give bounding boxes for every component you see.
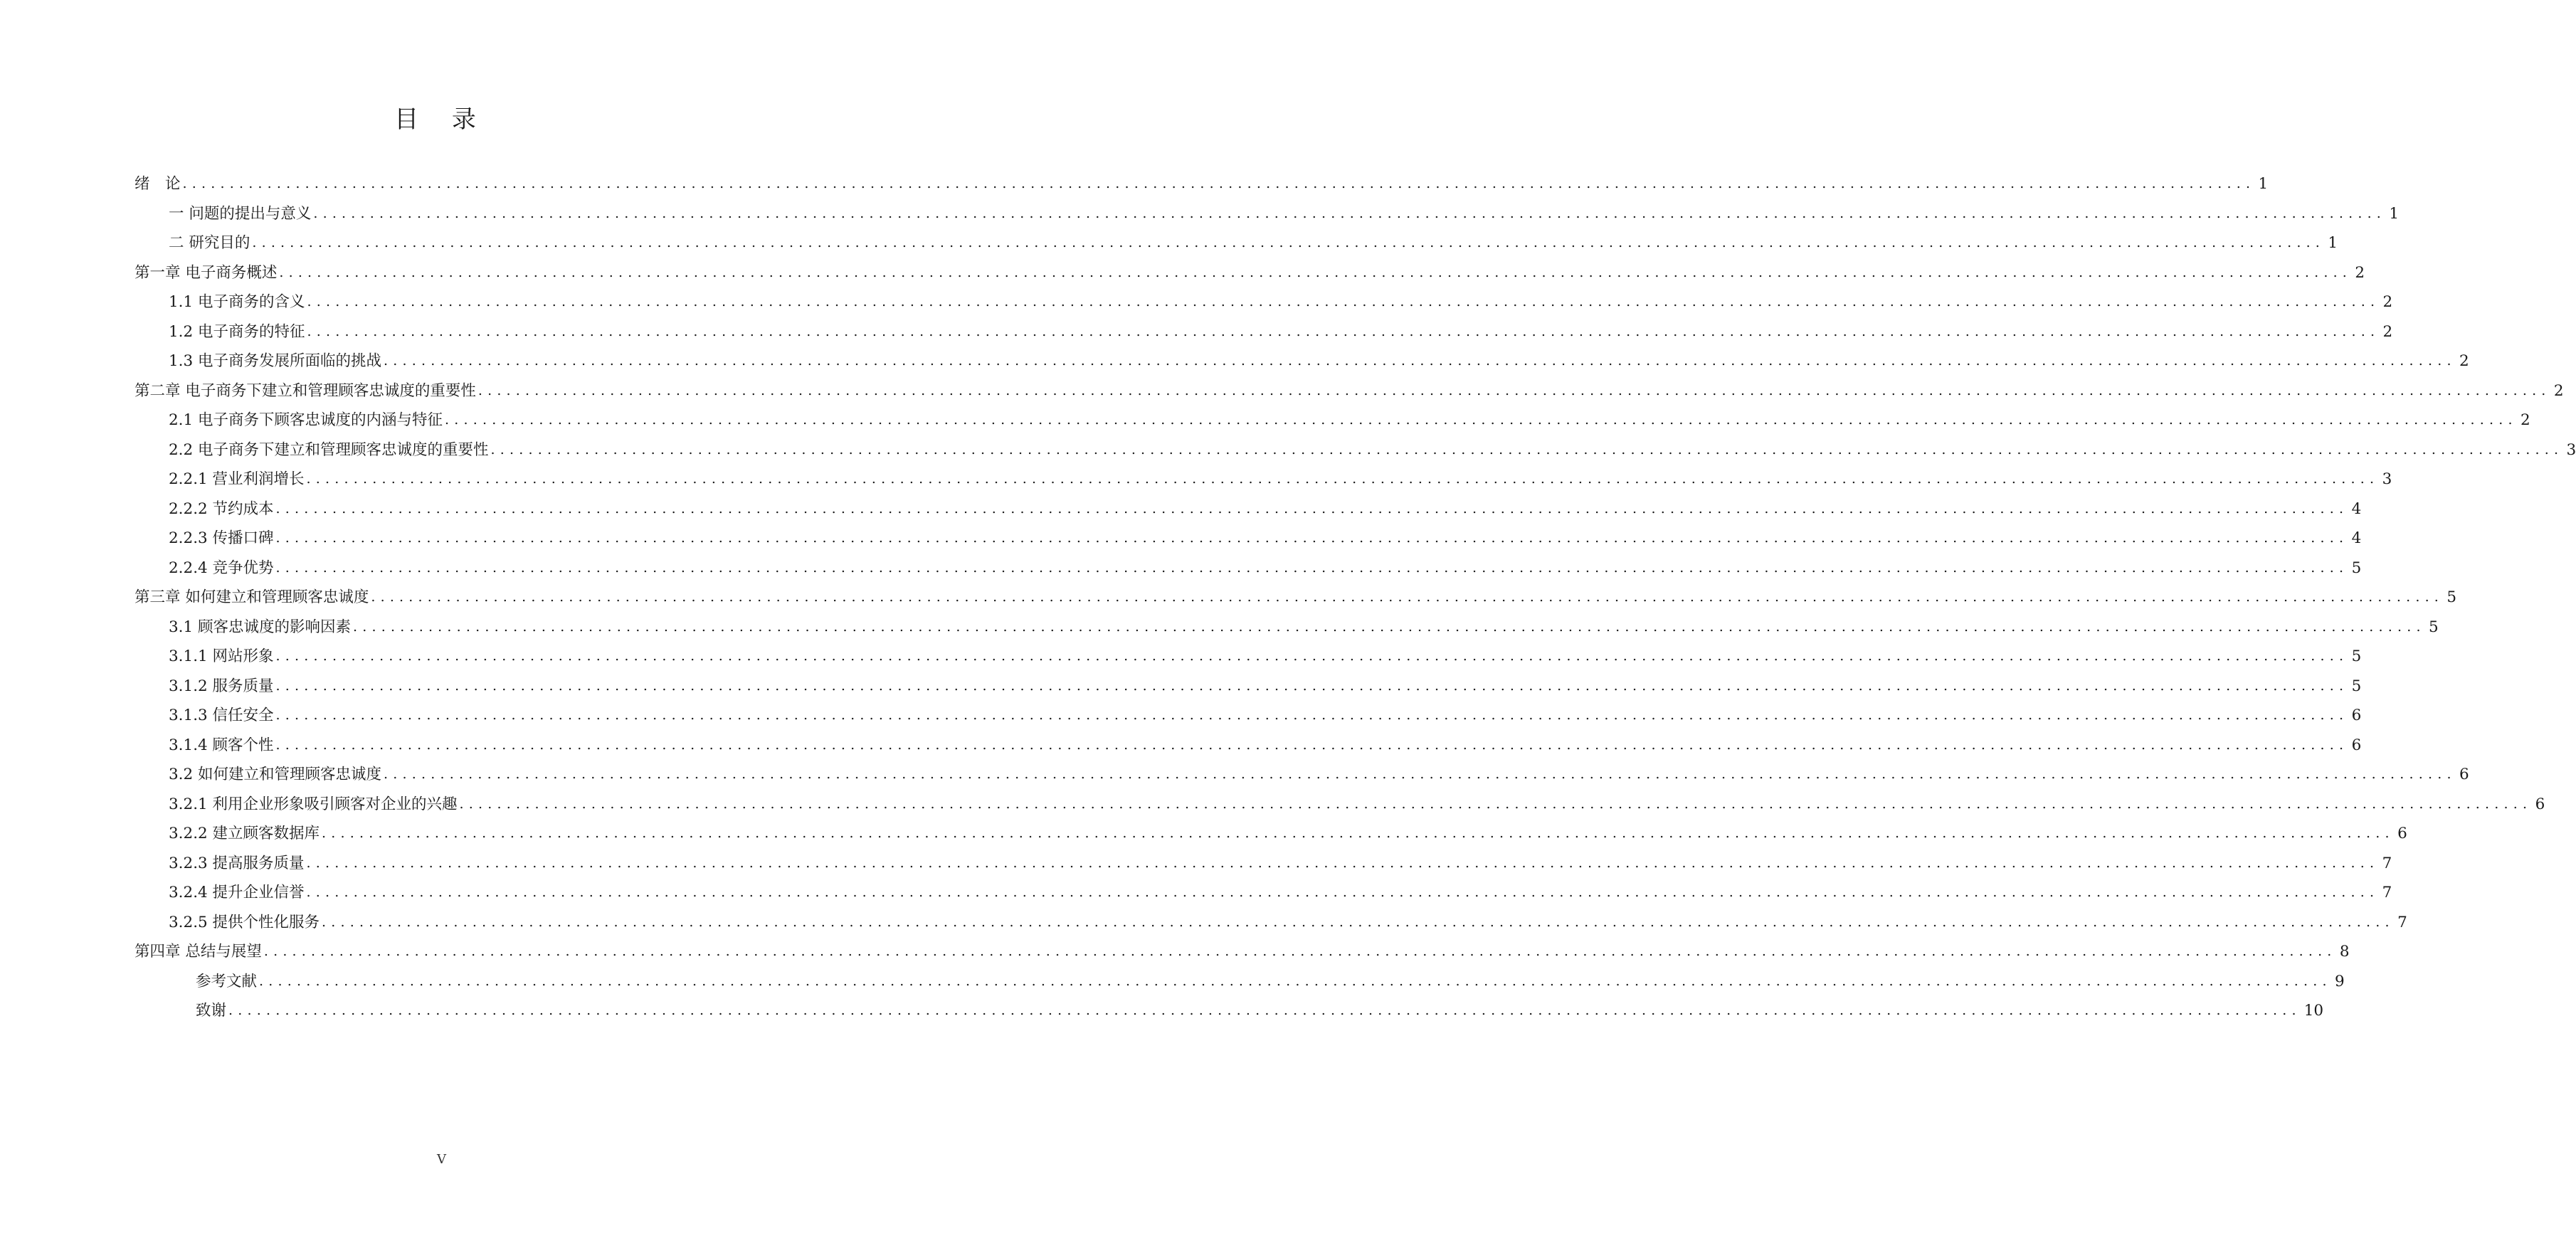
toc-dot-leader: ............................................................................................................................................................................................................................ — [259, 973, 2332, 989]
toc-entry-page: 2 — [2355, 263, 2365, 282]
toc-dot-leader: ............................................................................................................................................................................................................................ — [228, 1003, 2301, 1018]
toc-entry-label: 3.2.4 提升企业信誉 — [169, 878, 307, 908]
toc-dot-leader: ............................................................................................................................................................................................................................ — [459, 795, 2533, 812]
toc-entry[interactable] — [134, 524, 2362, 554]
toc-entry-page: 6 — [2459, 766, 2469, 783]
toc-entry-label: 3.2.2 建立顾客数据库 — [169, 819, 322, 849]
toc-entry-label: 2.2.2 节约成本 — [169, 495, 276, 524]
toc-entry-label: 第一章 电子商务概述 — [134, 258, 279, 288]
toc-entry-label: 2.2.3 传播口碑 — [169, 524, 276, 554]
toc-entry[interactable] — [134, 849, 2392, 879]
toc-dot-leader: ............................................................................................................................................................................................................................ — [322, 914, 2395, 930]
toc-entry[interactable] — [134, 554, 2362, 583]
toc-entry[interactable] — [134, 435, 2576, 465]
toc-entry[interactable] — [134, 967, 2345, 997]
toc-dot-leader: ............................................................................................................................................................................................................................ — [322, 825, 2395, 841]
toc-entry-label: 3.1.3 信任安全 — [169, 701, 276, 731]
toc-dot-leader: ............................................................................................................................................................................................................................ — [313, 205, 2387, 221]
toc-entry-page: 7 — [2382, 884, 2392, 901]
toc-dot-leader: ............................................................................................................................................................................................................................ — [307, 294, 2380, 310]
toc-entry[interactable] — [134, 495, 2362, 524]
toc-entry-label: 3.2.1 利用企业形象吸引顾客对企业的兴趣 — [169, 790, 460, 820]
page-title: 目 录 — [394, 105, 489, 134]
toc-dot-leader: ............................................................................................................................................................................................................................ — [275, 736, 2349, 753]
toc-entry-label: 致谢 — [196, 996, 228, 1026]
toc-entry-page: 5 — [2351, 647, 2362, 665]
toc-entry-label: 1.2 电子商务的特征 — [169, 317, 307, 347]
toc-entry-label: 3.1.2 服务质量 — [169, 672, 276, 702]
toc-entry[interactable] — [134, 376, 2564, 406]
toc-entry[interactable] — [134, 760, 2469, 790]
toc-entry-label: 3.2.3 提高服务质量 — [169, 849, 307, 879]
toc-dot-leader: ............................................................................................................................................................................................................................ — [279, 264, 2353, 280]
toc-entry-label: 3.1.1 网站形象 — [169, 642, 276, 672]
toc-entry-page: 2 — [2553, 381, 2564, 400]
toc-entry[interactable] — [134, 672, 2362, 702]
toc-entry[interactable] — [134, 790, 2545, 820]
toc-dot-leader: ............................................................................................................................................................................................................................ — [275, 707, 2349, 723]
toc-dot-leader: ............................................................................................................................................................................................................................ — [307, 323, 2380, 339]
table-of-contents — [134, 169, 2576, 1026]
toc-dot-leader: ............................................................................................................................................................................................................................ — [275, 559, 2349, 576]
toc-entry-page: 1 — [2389, 204, 2400, 223]
toc-dot-leader: ............................................................................................................................................................................................................................ — [275, 500, 2349, 517]
toc-entry-page: 5 — [2446, 588, 2457, 606]
toc-entry[interactable] — [134, 465, 2392, 495]
toc-entry[interactable] — [134, 908, 2407, 938]
toc-entry-page: 4 — [2351, 529, 2362, 547]
toc-entry-label: 第二章 电子商务下建立和管理顾客忠诚度的重要性 — [134, 376, 478, 406]
toc-entry-label: 3.2.5 提供个性化服务 — [169, 908, 322, 938]
toc-entry[interactable] — [134, 228, 2338, 258]
toc-entry[interactable] — [134, 937, 2350, 967]
toc-dot-leader: ............................................................................................................................................................................................................................ — [275, 648, 2349, 664]
toc-entry-page: 9 — [2335, 972, 2345, 990]
page-number: V — [437, 1152, 446, 1167]
toc-entry-page: 2 — [2382, 322, 2393, 341]
toc-entry-label: 3.1.4 顾客个性 — [169, 731, 276, 761]
toc-dot-leader: ............................................................................................................................................................................................................................ — [477, 382, 2551, 398]
toc-entry-page: 2 — [2459, 352, 2469, 370]
toc-entry-page: 1 — [2258, 175, 2269, 193]
toc-entry-page: 5 — [2429, 618, 2439, 636]
toc-entry[interactable] — [134, 613, 2439, 642]
toc-entry-label: 一 问题的提出与意义 — [169, 199, 313, 229]
toc-entry-label: 二 研究目的 — [169, 228, 252, 258]
toc-entry-page: 1 — [2328, 234, 2338, 252]
toc-entry[interactable] — [134, 258, 2365, 288]
toc-entry-page: 2 — [2520, 411, 2530, 429]
toc-entry-page: 5 — [2351, 559, 2362, 577]
toc-dot-leader: ............................................................................................................................................................................................................................ — [263, 943, 2337, 959]
toc-dot-leader: ............................................................................................................................................................................................................................ — [306, 471, 2380, 487]
toc-entry-label: 2.1 电子商务下顾客忠诚度的内涵与特征 — [169, 406, 445, 435]
toc-entry[interactable] — [134, 347, 2469, 376]
toc-dot-leader: ............................................................................................................................................................................................................................ — [384, 353, 2456, 369]
toc-entry[interactable] — [134, 169, 2269, 199]
toc-dot-leader: ............................................................................................................................................................................................................................ — [252, 235, 2326, 250]
toc-entry-label: 第三章 如何建立和管理顾客忠诚度 — [134, 583, 371, 613]
toc-dot-leader: ............................................................................................................................................................................................................................ — [275, 530, 2349, 546]
toc-dot-leader: ............................................................................................................................................................................................................................ — [182, 176, 2256, 191]
toc-dot-leader: ............................................................................................................................................................................................................................ — [306, 884, 2380, 900]
toc-entry[interactable] — [134, 996, 2324, 1026]
toc-entry-label: 3.2 如何建立和管理顾客忠诚度 — [169, 760, 384, 790]
toc-entry-page: 4 — [2351, 499, 2362, 518]
toc-entry[interactable] — [134, 701, 2362, 731]
toc-dot-leader: ............................................................................................................................................................................................................................ — [384, 766, 2456, 782]
toc-entry-page: 6 — [2351, 736, 2362, 754]
toc-entry[interactable] — [134, 642, 2362, 672]
toc-entry[interactable] — [134, 287, 2393, 317]
toc-dot-leader: ............................................................................................................................................................................................................................ — [371, 589, 2444, 605]
toc-entry-page: 6 — [2397, 825, 2407, 842]
toc-entry-page: 8 — [2339, 943, 2350, 961]
toc-entry-page: 3 — [2566, 440, 2576, 459]
toc-entry-label: 第四章 总结与展望 — [134, 937, 264, 967]
toc-entry-label: 3.1 顾客忠诚度的影响因素 — [169, 613, 353, 642]
toc-entry[interactable] — [134, 406, 2530, 435]
toc-entry-page: 10 — [2303, 1002, 2324, 1020]
toc-entry-page: 7 — [2382, 854, 2392, 872]
toc-entry[interactable] — [134, 583, 2457, 613]
toc-dot-leader: ............................................................................................................................................................................................................................ — [353, 618, 2426, 635]
toc-dot-leader: ............................................................................................................................................................................................................................ — [490, 441, 2564, 458]
toc-dot-leader: ............................................................................................................................................................................................................................ — [445, 412, 2518, 428]
toc-entry-page: 2 — [2382, 293, 2393, 311]
toc-entry-page: 6 — [2535, 795, 2545, 813]
toc-entry-page: 5 — [2351, 677, 2362, 695]
toc-entry-label: 参考文献 — [196, 967, 259, 997]
toc-entry[interactable] — [134, 819, 2407, 849]
toc-entry[interactable] — [134, 878, 2392, 908]
toc-entry-label: 2.2 电子商务下建立和管理顾客忠诚度的重要性 — [169, 435, 491, 465]
toc-entry-label: 2.2.1 营业利润增长 — [169, 465, 307, 495]
toc-entry-page: 3 — [2382, 470, 2392, 488]
toc-entry-page: 7 — [2397, 913, 2407, 931]
toc-dot-leader: ............................................................................................................................................................................................................................ — [306, 855, 2380, 871]
toc-entry[interactable] — [134, 731, 2362, 761]
toc-entry[interactable] — [134, 199, 2400, 229]
toc-entry-label: 1.1 电子商务的含义 — [169, 287, 307, 317]
toc-entry[interactable] — [134, 317, 2393, 347]
toc-dot-leader: ............................................................................................................................................................................................................................ — [275, 677, 2349, 694]
toc-entry-label: 1.3 电子商务发展所面临的挑战 — [169, 347, 384, 376]
toc-entry-label: 2.2.4 竞争优势 — [169, 554, 276, 583]
toc-entry-label: 绪 论 — [134, 169, 183, 199]
toc-entry-page: 6 — [2351, 707, 2362, 724]
